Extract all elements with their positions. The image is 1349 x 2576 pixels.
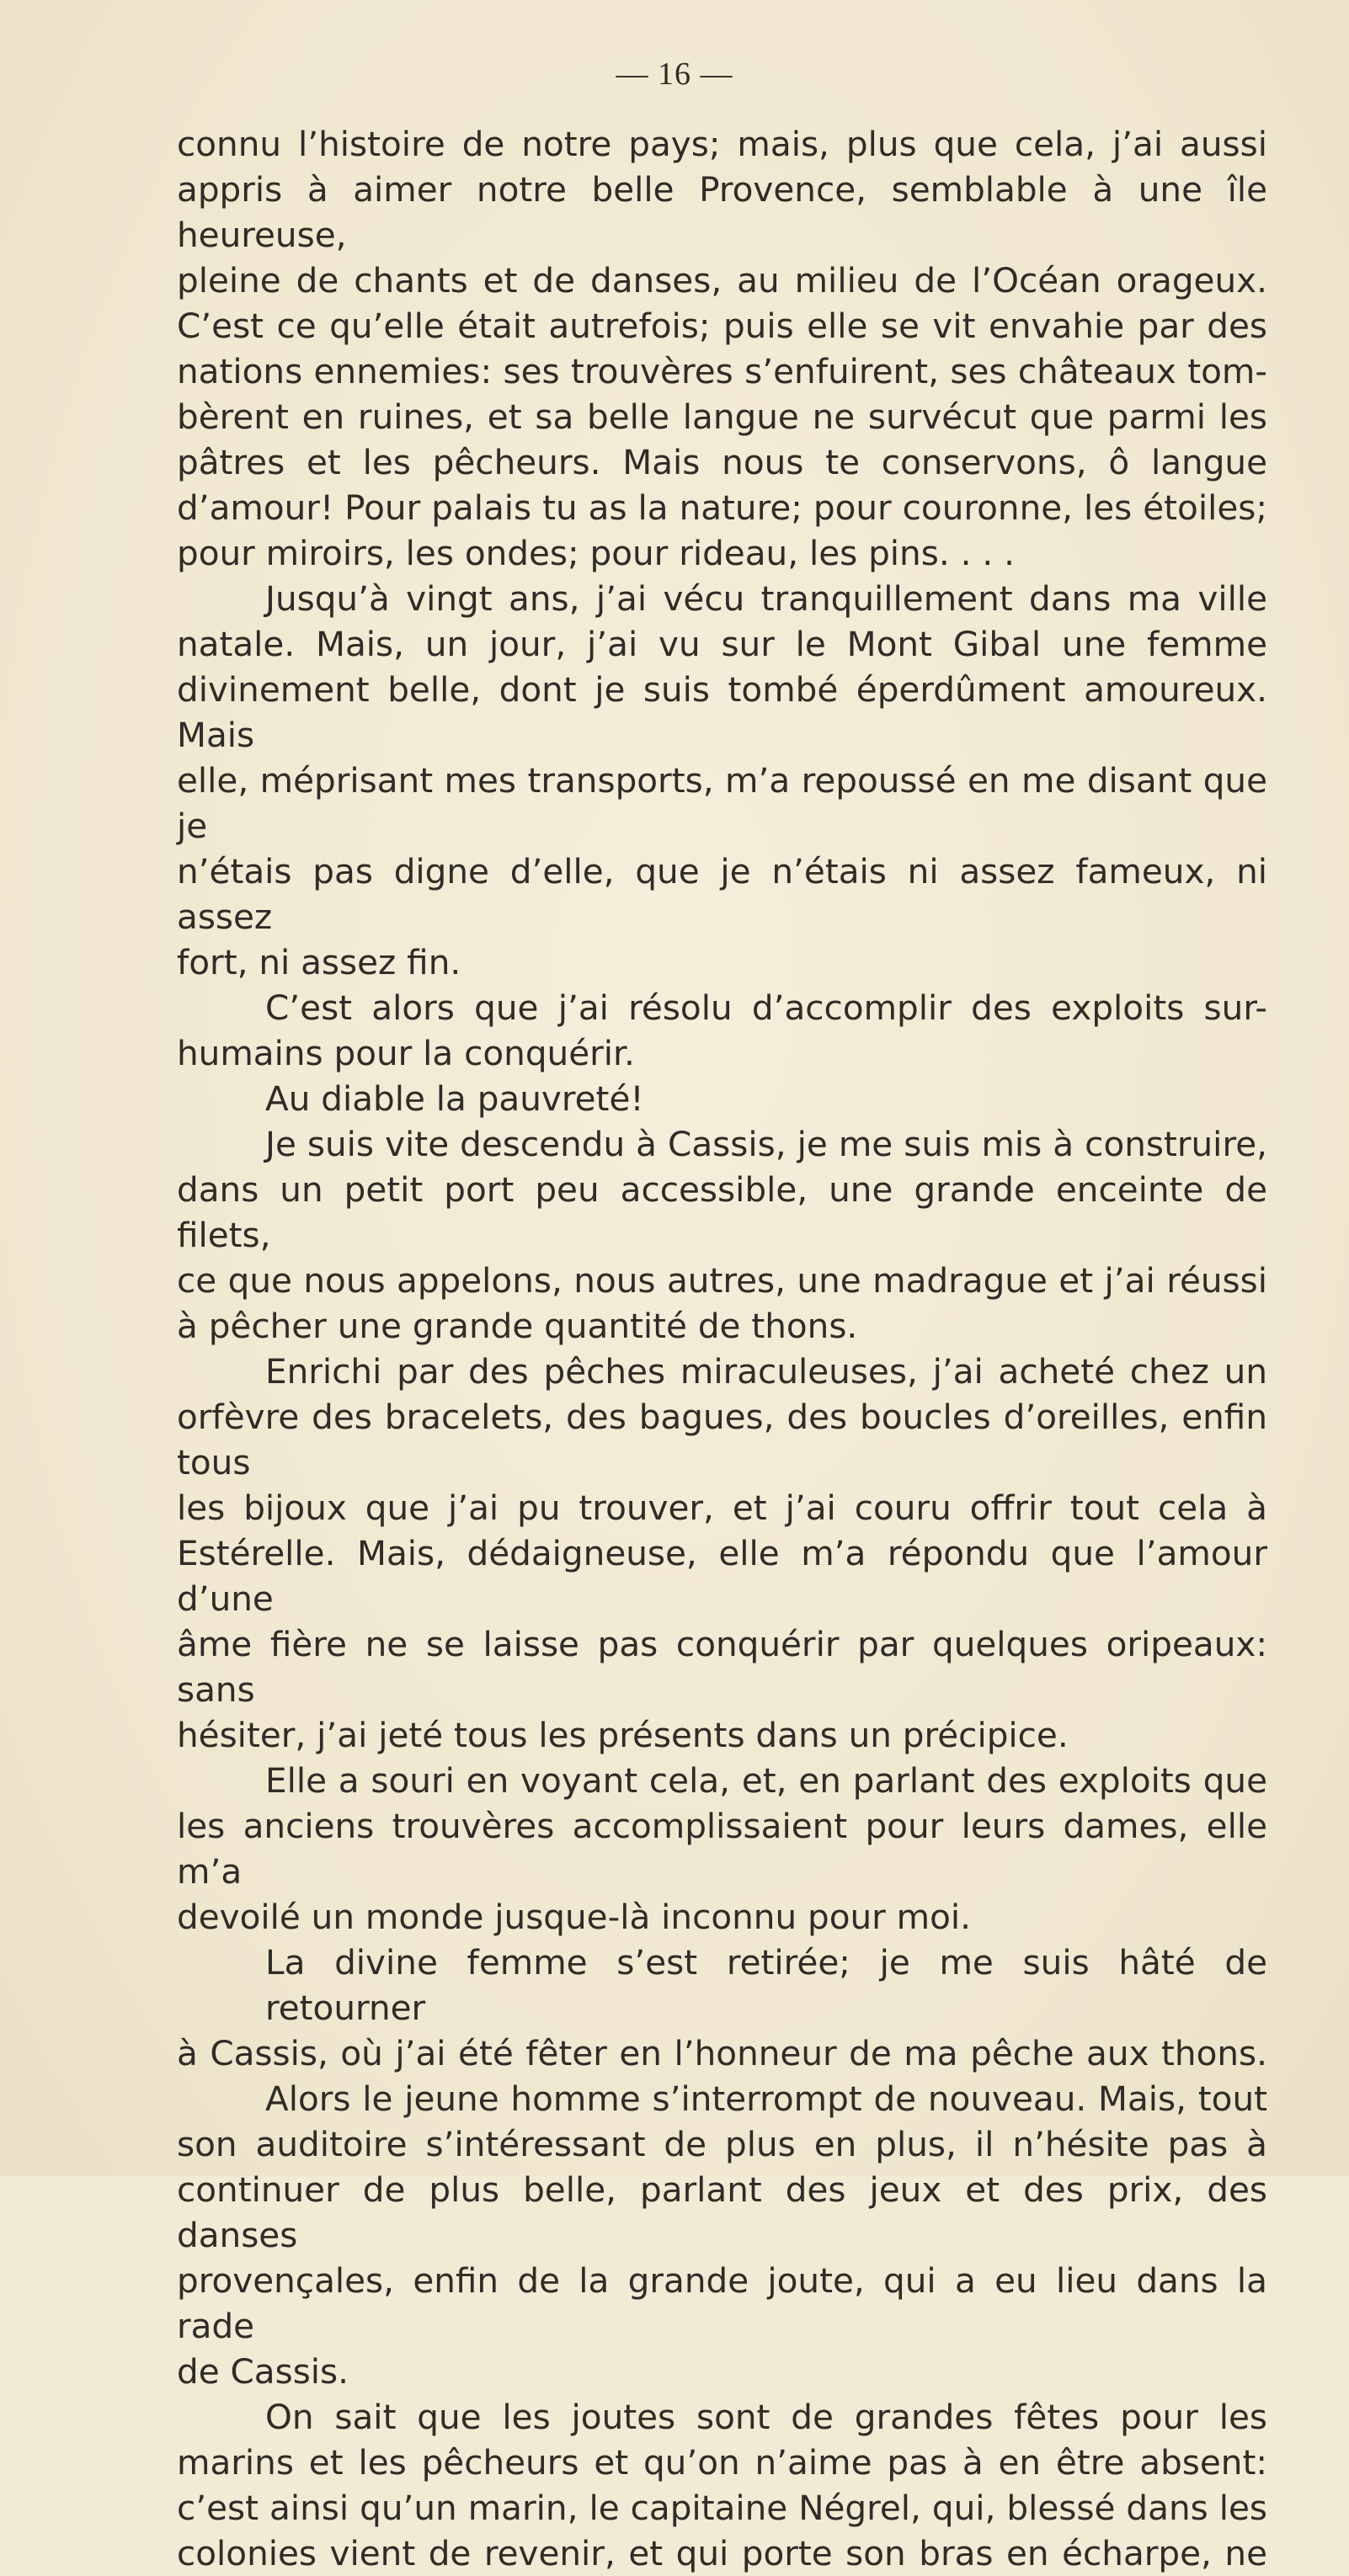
- text-line: nations ennemies: ses trouvères s’enfuirent, ses châteaux tom-: [177, 351, 1267, 391]
- text-line: humains pour la conquérir.: [177, 1033, 635, 1073]
- text-line: elle, méprisant mes transports, m’a repoussé en me disant que je: [177, 760, 1267, 846]
- text-line: c’est ainsi qu’un marin, le capitaine Négrel, qui, blessé dans les: [177, 2488, 1267, 2528]
- text-line: son auditoire s’intéressant de plus en plus, il n’hésite pas à: [177, 2124, 1267, 2164]
- text-line: divinement belle, dont je suis tombé éperdûment amoureux. Mais: [177, 669, 1267, 755]
- text-line: Au diable la pauvreté!: [265, 1078, 644, 1119]
- text-line: colonies vient de revenir, et qui porte son bras en écharpe, ne: [177, 2533, 1267, 2573]
- text-line: orfèvre des bracelets, des bagues, des boucles d’oreilles, enfin tous: [177, 1397, 1267, 1482]
- text-line: La divine femme s’est retirée; je me suis hâté de retourner: [265, 1942, 1267, 2028]
- text-line: Je suis vite descendu à Cassis, je me suis mis à construire,: [265, 1124, 1267, 1164]
- text-line: C’est ce qu’elle était autrefois; puis elle se vit envahie par des: [177, 306, 1267, 346]
- text-line: Elle a souri en voyant cela, et, en parlant des exploits que: [265, 1760, 1267, 1801]
- page-number: — 16 —: [616, 56, 733, 92]
- text-line: de Cassis.: [177, 2351, 349, 2392]
- text-line: hésiter, j’ai jeté tous les présents dans un précipice.: [177, 1715, 1069, 1755]
- text-line: Estérelle. Mais, dédaigneuse, elle m’a répondu que l’amour d’une: [177, 1533, 1267, 1619]
- text-line: Enrichi par des pêches miraculeuses, j’ai acheté chez un: [265, 1351, 1267, 1392]
- text-line: fort, ni assez fin.: [177, 942, 461, 982]
- text-line: Jusqu’à vingt ans, j’ai vécu tranquillement dans ma ville: [265, 578, 1267, 619]
- text-line: C’est alors que j’ai résolu d’accomplir des exploits sur-: [265, 987, 1267, 1028]
- text-line: dans un petit port peu accessible, une grande enceinte de filets,: [177, 1169, 1267, 1255]
- text-line: pleine de chants et de danses, au milieu de l’Océan orageux.: [177, 260, 1267, 301]
- text-line: âme fière ne se laisse pas conquérir par quelques oripeaux: sans: [177, 1624, 1267, 1710]
- text-line: devoilé un monde jusque-là inconnu pour moi.: [177, 1897, 972, 1937]
- text-line: appris à aimer notre belle Provence, semblable à une île heureuse,: [177, 169, 1267, 255]
- text-line: les bijoux que j’ai pu trouver, et j’ai couru offrir tout cela à: [177, 1488, 1267, 1528]
- text-line: pour miroirs, les ondes; pour rideau, les pins. . . .: [177, 533, 1015, 573]
- text-line: ce que nous appelons, nous autres, une madrague et j’ai réussi: [177, 1260, 1267, 1301]
- text-line: marins et les pêcheurs et qu’on n’aime pas à en être absent:: [177, 2442, 1267, 2483]
- text-line: n’étais pas digne d’elle, que je n’étais ni assez fameux, ni assez: [177, 851, 1267, 937]
- text-line: On sait que les joutes sont de grandes fêtes pour les: [265, 2397, 1267, 2437]
- text-line: continuer de plus belle, parlant des jeux et des prix, des danses: [177, 2169, 1267, 2255]
- text-line: connu l’histoire de notre pays; mais, plus que cela, j’ai aussi: [177, 124, 1267, 164]
- text-line: les anciens trouvères accomplissaient pour leurs dames, elle m’a: [177, 1806, 1267, 1892]
- text-line: à Cassis, où j’ai été fêter en l’honneur de ma pêche aux thons.: [177, 2033, 1267, 2073]
- text-line: provençales, enfin de la grande joute, qui a eu lieu dans la rade: [177, 2260, 1267, 2346]
- text-line: pâtres et les pêcheurs. Mais nous te conservons, ô langue: [177, 442, 1267, 482]
- text-line: natale. Mais, un jour, j’ai vu sur le Mont Gibal une femme: [177, 624, 1267, 664]
- text-line: à pêcher une grande quantité de thons.: [177, 1306, 858, 1346]
- text-line: bèrent en ruines, et sa belle langue ne survécut que parmi les: [177, 397, 1267, 437]
- body-text: [177, 121, 1267, 2576]
- text-line: Alors le jeune homme s’interrompt de nouveau. Mais, tout: [265, 2078, 1267, 2119]
- text-line: d’amour! Pour palais tu as la nature; pour couronne, les étoiles;: [177, 487, 1267, 528]
